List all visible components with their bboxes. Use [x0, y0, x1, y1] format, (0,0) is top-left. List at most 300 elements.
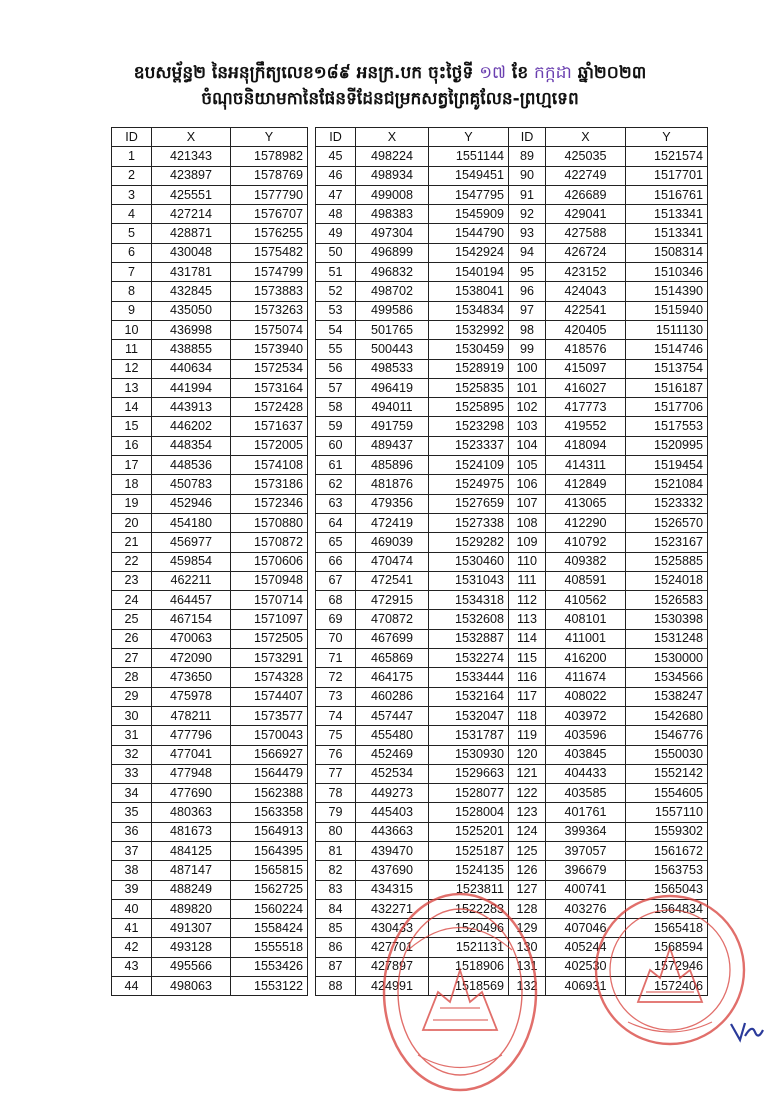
- x-coordinate-cell: 408022: [546, 687, 626, 706]
- y-coordinate-cell: 1530459: [429, 340, 509, 359]
- x-coordinate-cell: 416027: [546, 378, 626, 397]
- x-coordinate-cell: 452469: [356, 745, 429, 764]
- y-coordinate-cell: 1540194: [429, 263, 509, 282]
- table-row: [316, 610, 509, 629]
- point-id-cell: 42: [112, 938, 152, 957]
- y-coordinate-cell: 1570043: [231, 726, 308, 745]
- x-coordinate-cell: 412849: [546, 475, 626, 494]
- point-id-cell: 60: [316, 436, 356, 455]
- point-id-cell: 6: [112, 243, 152, 262]
- x-coordinate-cell: 457447: [356, 706, 429, 725]
- y-coordinate-cell: 1510346: [626, 263, 708, 282]
- x-coordinate-cell: 408591: [546, 571, 626, 590]
- y-coordinate-cell: 1525835: [429, 378, 509, 397]
- x-coordinate-cell: 498224: [356, 147, 429, 166]
- x-coordinate-cell: 406931: [546, 977, 626, 996]
- table-row: [316, 359, 509, 378]
- point-id-cell: 79: [316, 803, 356, 822]
- table-row: [112, 880, 308, 899]
- x-coordinate-cell: 423897: [152, 166, 231, 185]
- point-id-cell: 78: [316, 784, 356, 803]
- y-coordinate-cell: 1542924: [429, 243, 509, 262]
- point-id-cell: 37: [112, 841, 152, 860]
- y-coordinate-cell: 1534566: [626, 668, 708, 687]
- table-row: [112, 784, 308, 803]
- table-row: [316, 784, 509, 803]
- x-coordinate-cell: 487147: [152, 861, 231, 880]
- point-id-cell: 103: [509, 417, 546, 436]
- table-row: [316, 745, 509, 764]
- point-id-cell: 86: [316, 938, 356, 957]
- x-coordinate-cell: 434315: [356, 880, 429, 899]
- x-coordinate-cell: 448536: [152, 456, 231, 475]
- y-coordinate-cell: 1531043: [429, 571, 509, 590]
- point-id-cell: 102: [509, 398, 546, 417]
- point-id-cell: 131: [509, 957, 546, 976]
- table-row: [509, 494, 708, 513]
- table-row: [112, 282, 308, 301]
- x-coordinate-cell: 472541: [356, 571, 429, 590]
- table-row: [316, 571, 509, 590]
- table-row: [316, 841, 509, 860]
- point-id-cell: 81: [316, 841, 356, 860]
- y-coordinate-cell: 1559302: [626, 822, 708, 841]
- table-row: [509, 803, 708, 822]
- table-row: [509, 571, 708, 590]
- signature-mark: [728, 1018, 766, 1046]
- x-coordinate-cell: 428871: [152, 224, 231, 243]
- point-id-cell: 30: [112, 706, 152, 725]
- point-id-cell: 31: [112, 726, 152, 745]
- x-coordinate-cell: 491307: [152, 919, 231, 938]
- table-row: [112, 919, 308, 938]
- y-coordinate-cell: 1526583: [626, 591, 708, 610]
- y-coordinate-cell: 1524135: [429, 861, 509, 880]
- point-id-cell: 91: [509, 185, 546, 204]
- y-coordinate-cell: 1530930: [429, 745, 509, 764]
- y-coordinate-cell: 1557110: [626, 803, 708, 822]
- x-coordinate-cell: 472090: [152, 649, 231, 668]
- point-id-cell: 18: [112, 475, 152, 494]
- x-coordinate-cell: 489437: [356, 436, 429, 455]
- x-coordinate-cell: 454180: [152, 513, 231, 532]
- x-coordinate-cell: 467154: [152, 610, 231, 629]
- x-coordinate-cell: 414311: [546, 456, 626, 475]
- title-day: ១៧: [479, 63, 506, 83]
- y-coordinate-cell: 1518906: [429, 957, 509, 976]
- y-coordinate-cell: 1524109: [429, 456, 509, 475]
- table-row: [316, 224, 509, 243]
- x-coordinate-cell: 432845: [152, 282, 231, 301]
- coordinate-table-2: [315, 127, 509, 996]
- table-row: [112, 378, 308, 397]
- y-coordinate-cell: 1511130: [626, 320, 708, 339]
- table-row: [112, 938, 308, 957]
- point-id-cell: 41: [112, 919, 152, 938]
- x-coordinate-cell: 404433: [546, 764, 626, 783]
- point-id-cell: 112: [509, 591, 546, 610]
- y-coordinate-cell: 1523337: [429, 436, 509, 455]
- point-id-cell: 64: [316, 513, 356, 532]
- x-coordinate-cell: 470063: [152, 629, 231, 648]
- table-row: [509, 456, 708, 475]
- x-coordinate-cell: 452946: [152, 494, 231, 513]
- table-row: [112, 571, 308, 590]
- point-id-cell: 45: [316, 147, 356, 166]
- table-row: [112, 494, 308, 513]
- y-coordinate-cell: 1513341: [626, 224, 708, 243]
- x-coordinate-cell: 425551: [152, 185, 231, 204]
- y-coordinate-cell: 1577790: [231, 185, 308, 204]
- x-coordinate-cell: 465869: [356, 649, 429, 668]
- point-id-cell: 100: [509, 359, 546, 378]
- point-id-cell: 76: [316, 745, 356, 764]
- point-id-cell: 108: [509, 513, 546, 532]
- x-coordinate-cell: 470872: [356, 610, 429, 629]
- table-row: [316, 263, 509, 282]
- point-id-cell: 126: [509, 861, 546, 880]
- x-coordinate-cell: 425035: [546, 147, 626, 166]
- x-coordinate-cell: 427588: [546, 224, 626, 243]
- x-coordinate-cell: 427897: [356, 957, 429, 976]
- point-id-cell: 67: [316, 571, 356, 590]
- table-row: [509, 629, 708, 648]
- y-coordinate-cell: 1578982: [231, 147, 308, 166]
- x-coordinate-cell: 450783: [152, 475, 231, 494]
- point-id-cell: 29: [112, 687, 152, 706]
- y-coordinate-cell: 1530460: [429, 552, 509, 571]
- x-coordinate-cell: 460286: [356, 687, 429, 706]
- table-row: [509, 861, 708, 880]
- y-coordinate-cell: 1571637: [231, 417, 308, 436]
- table-row: [316, 861, 509, 880]
- x-coordinate-cell: 477690: [152, 784, 231, 803]
- point-id-cell: 89: [509, 147, 546, 166]
- table-row: [316, 398, 509, 417]
- x-coordinate-cell: 437690: [356, 861, 429, 880]
- table-row: [112, 649, 308, 668]
- y-coordinate-cell: 1514390: [626, 282, 708, 301]
- table-row: [509, 359, 708, 378]
- table-row: [112, 205, 308, 224]
- y-coordinate-cell: 1520995: [626, 436, 708, 455]
- x-coordinate-cell: 421343: [152, 147, 231, 166]
- table-row: [316, 494, 509, 513]
- x-coordinate-cell: 443913: [152, 398, 231, 417]
- y-coordinate-cell: 1562388: [231, 784, 308, 803]
- y-coordinate-cell: 1573940: [231, 340, 308, 359]
- y-coordinate-cell: 1565418: [626, 919, 708, 938]
- x-coordinate-cell: 485896: [356, 456, 429, 475]
- x-coordinate-cell: 399364: [546, 822, 626, 841]
- table-row: [112, 552, 308, 571]
- header-y: Y: [429, 128, 509, 147]
- point-id-cell: 27: [112, 649, 152, 668]
- point-id-cell: 22: [112, 552, 152, 571]
- y-coordinate-cell: 1573263: [231, 301, 308, 320]
- y-coordinate-cell: 1515940: [626, 301, 708, 320]
- y-coordinate-cell: 1532887: [429, 629, 509, 648]
- table-row: [509, 822, 708, 841]
- table-row: [112, 243, 308, 262]
- y-coordinate-cell: 1563358: [231, 803, 308, 822]
- x-coordinate-cell: 498934: [356, 166, 429, 185]
- point-id-cell: 105: [509, 456, 546, 475]
- y-coordinate-cell: 1547795: [429, 185, 509, 204]
- x-coordinate-cell: 403972: [546, 706, 626, 725]
- y-coordinate-cell: 1553122: [231, 977, 308, 996]
- point-id-cell: 51: [316, 263, 356, 282]
- x-coordinate-cell: 473650: [152, 668, 231, 687]
- y-coordinate-cell: 1553426: [231, 957, 308, 976]
- y-coordinate-cell: 1574407: [231, 687, 308, 706]
- point-id-cell: 11: [112, 340, 152, 359]
- table-row: [316, 552, 509, 571]
- point-id-cell: 90: [509, 166, 546, 185]
- x-coordinate-cell: 419552: [546, 417, 626, 436]
- header-x: X: [356, 128, 429, 147]
- y-coordinate-cell: 1572534: [231, 359, 308, 378]
- point-id-cell: 13: [112, 378, 152, 397]
- table-row: [112, 841, 308, 860]
- point-id-cell: 106: [509, 475, 546, 494]
- x-coordinate-cell: 472915: [356, 591, 429, 610]
- table-row: [509, 745, 708, 764]
- table-row: [316, 340, 509, 359]
- y-coordinate-cell: 1523811: [429, 880, 509, 899]
- point-id-cell: 118: [509, 706, 546, 725]
- y-coordinate-cell: 1564834: [626, 899, 708, 918]
- y-coordinate-cell: 1530398: [626, 610, 708, 629]
- x-coordinate-cell: 499008: [356, 185, 429, 204]
- table-row: [509, 282, 708, 301]
- point-id-cell: 7: [112, 263, 152, 282]
- point-id-cell: 25: [112, 610, 152, 629]
- y-coordinate-cell: 1575074: [231, 320, 308, 339]
- y-coordinate-cell: 1519454: [626, 456, 708, 475]
- table-row: [112, 398, 308, 417]
- table-row: [112, 166, 308, 185]
- table-row: [112, 513, 308, 532]
- point-id-cell: 114: [509, 629, 546, 648]
- x-coordinate-cell: 500443: [356, 340, 429, 359]
- table-row: [316, 803, 509, 822]
- x-coordinate-cell: 426689: [546, 185, 626, 204]
- point-id-cell: 17: [112, 456, 152, 475]
- title-annex-text: ឧបសម្ព័ន្ធ២ នៃអនុក្រឹត្យលេខ១៨៩ អនក្រ.បក ចុះថ្ងៃទី: [133, 63, 474, 83]
- x-coordinate-cell: 418094: [546, 436, 626, 455]
- y-coordinate-cell: 1575482: [231, 243, 308, 262]
- table-row: [316, 185, 509, 204]
- x-coordinate-cell: 446202: [152, 417, 231, 436]
- document-title-line1: [0, 62, 780, 87]
- y-coordinate-cell: 1517701: [626, 166, 708, 185]
- y-coordinate-cell: 1573883: [231, 282, 308, 301]
- point-id-cell: 82: [316, 861, 356, 880]
- table-row: [316, 166, 509, 185]
- point-id-cell: 95: [509, 263, 546, 282]
- point-id-cell: 127: [509, 880, 546, 899]
- point-id-cell: 88: [316, 977, 356, 996]
- table-row: [112, 417, 308, 436]
- y-coordinate-cell: 1564479: [231, 764, 308, 783]
- table-row: [316, 649, 509, 668]
- table-row: [316, 456, 509, 475]
- x-coordinate-cell: 475978: [152, 687, 231, 706]
- x-coordinate-cell: 410792: [546, 533, 626, 552]
- x-coordinate-cell: 481876: [356, 475, 429, 494]
- point-id-cell: 43: [112, 957, 152, 976]
- point-id-cell: 116: [509, 668, 546, 687]
- x-coordinate-cell: 420405: [546, 320, 626, 339]
- table-row: [316, 417, 509, 436]
- table-row: [316, 205, 509, 224]
- point-id-cell: 35: [112, 803, 152, 822]
- y-coordinate-cell: 1514746: [626, 340, 708, 359]
- x-coordinate-cell: 400741: [546, 880, 626, 899]
- y-coordinate-cell: 1572946: [626, 957, 708, 976]
- table-row: [316, 726, 509, 745]
- x-coordinate-cell: 412290: [546, 513, 626, 532]
- point-id-cell: 47: [316, 185, 356, 204]
- y-coordinate-cell: 1528077: [429, 784, 509, 803]
- y-coordinate-cell: 1508314: [626, 243, 708, 262]
- title-year: ឆ្នាំ២០២៣: [577, 63, 647, 83]
- point-id-cell: 128: [509, 899, 546, 918]
- point-id-cell: 63: [316, 494, 356, 513]
- y-coordinate-cell: 1564913: [231, 822, 308, 841]
- point-id-cell: 110: [509, 552, 546, 571]
- y-coordinate-cell: 1527659: [429, 494, 509, 513]
- y-coordinate-cell: 1565815: [231, 861, 308, 880]
- table-row: [316, 513, 509, 532]
- table-row: [112, 745, 308, 764]
- y-coordinate-cell: 1561672: [626, 841, 708, 860]
- x-coordinate-cell: 411001: [546, 629, 626, 648]
- y-coordinate-cell: 1528004: [429, 803, 509, 822]
- table-row: [112, 436, 308, 455]
- point-id-cell: 132: [509, 977, 546, 996]
- y-coordinate-cell: 1554605: [626, 784, 708, 803]
- table-row: [316, 629, 509, 648]
- y-coordinate-cell: 1578769: [231, 166, 308, 185]
- y-coordinate-cell: 1532274: [429, 649, 509, 668]
- table-row: [509, 224, 708, 243]
- point-id-cell: 113: [509, 610, 546, 629]
- table-row: [112, 668, 308, 687]
- header-x: X: [546, 128, 626, 147]
- y-coordinate-cell: 1538247: [626, 687, 708, 706]
- table-row: [509, 417, 708, 436]
- y-coordinate-cell: 1513341: [626, 205, 708, 224]
- point-id-cell: 80: [316, 822, 356, 841]
- y-coordinate-cell: 1576707: [231, 205, 308, 224]
- table-row: [509, 243, 708, 262]
- x-coordinate-cell: 423152: [546, 263, 626, 282]
- point-id-cell: 19: [112, 494, 152, 513]
- table-row: [509, 513, 708, 532]
- y-coordinate-cell: 1568594: [626, 938, 708, 957]
- y-coordinate-cell: 1523167: [626, 533, 708, 552]
- table-row: [112, 320, 308, 339]
- x-coordinate-cell: 455480: [356, 726, 429, 745]
- table-row: [509, 591, 708, 610]
- point-id-cell: 73: [316, 687, 356, 706]
- y-coordinate-cell: 1531248: [626, 629, 708, 648]
- point-id-cell: 97: [509, 301, 546, 320]
- point-id-cell: 53: [316, 301, 356, 320]
- point-id-cell: 129: [509, 919, 546, 938]
- table-row: [112, 301, 308, 320]
- table-row: [112, 456, 308, 475]
- table-row: [316, 764, 509, 783]
- point-id-cell: 26: [112, 629, 152, 648]
- point-id-cell: 9: [112, 301, 152, 320]
- point-id-cell: 32: [112, 745, 152, 764]
- x-coordinate-cell: 401761: [546, 803, 626, 822]
- point-id-cell: 1: [112, 147, 152, 166]
- x-coordinate-cell: 409382: [546, 552, 626, 571]
- point-id-cell: 2: [112, 166, 152, 185]
- table-row: [509, 784, 708, 803]
- point-id-cell: 123: [509, 803, 546, 822]
- x-coordinate-cell: 440634: [152, 359, 231, 378]
- x-coordinate-cell: 439470: [356, 841, 429, 860]
- table-row: [316, 378, 509, 397]
- x-coordinate-cell: 484125: [152, 841, 231, 860]
- point-id-cell: 48: [316, 205, 356, 224]
- header-y: Y: [231, 128, 308, 147]
- x-coordinate-cell: 417773: [546, 398, 626, 417]
- table-row: [316, 822, 509, 841]
- y-coordinate-cell: 1525885: [626, 552, 708, 571]
- point-id-cell: 121: [509, 764, 546, 783]
- table-header-row: [112, 128, 308, 147]
- x-coordinate-cell: 498063: [152, 977, 231, 996]
- point-id-cell: 92: [509, 205, 546, 224]
- y-coordinate-cell: 1573577: [231, 706, 308, 725]
- point-id-cell: 72: [316, 668, 356, 687]
- header-id: ID: [112, 128, 152, 147]
- document-title-line2: ចំណុចនិយាមកានៃផែនទីដែនជម្រកសត្វព្រៃគូលែន-ព្រហ្មទេព: [201, 89, 579, 109]
- y-coordinate-cell: 1550030: [626, 745, 708, 764]
- x-coordinate-cell: 411674: [546, 668, 626, 687]
- table-row: [509, 668, 708, 687]
- point-id-cell: 46: [316, 166, 356, 185]
- table-row: [112, 185, 308, 204]
- y-coordinate-cell: 1572005: [231, 436, 308, 455]
- point-id-cell: 54: [316, 320, 356, 339]
- table-row: [316, 243, 509, 262]
- x-coordinate-cell: 467699: [356, 629, 429, 648]
- point-id-cell: 93: [509, 224, 546, 243]
- y-coordinate-cell: 1542680: [626, 706, 708, 725]
- table-header-row: [316, 128, 509, 147]
- y-coordinate-cell: 1532047: [429, 706, 509, 725]
- point-id-cell: 120: [509, 745, 546, 764]
- table-row: [112, 977, 308, 996]
- y-coordinate-cell: 1544790: [429, 224, 509, 243]
- y-coordinate-cell: 1563753: [626, 861, 708, 880]
- table-row: [509, 378, 708, 397]
- table-row: [509, 649, 708, 668]
- table-row: [509, 320, 708, 339]
- y-coordinate-cell: 1573164: [231, 378, 308, 397]
- y-coordinate-cell: 1521084: [626, 475, 708, 494]
- point-id-cell: 58: [316, 398, 356, 417]
- point-id-cell: 124: [509, 822, 546, 841]
- x-coordinate-cell: 448354: [152, 436, 231, 455]
